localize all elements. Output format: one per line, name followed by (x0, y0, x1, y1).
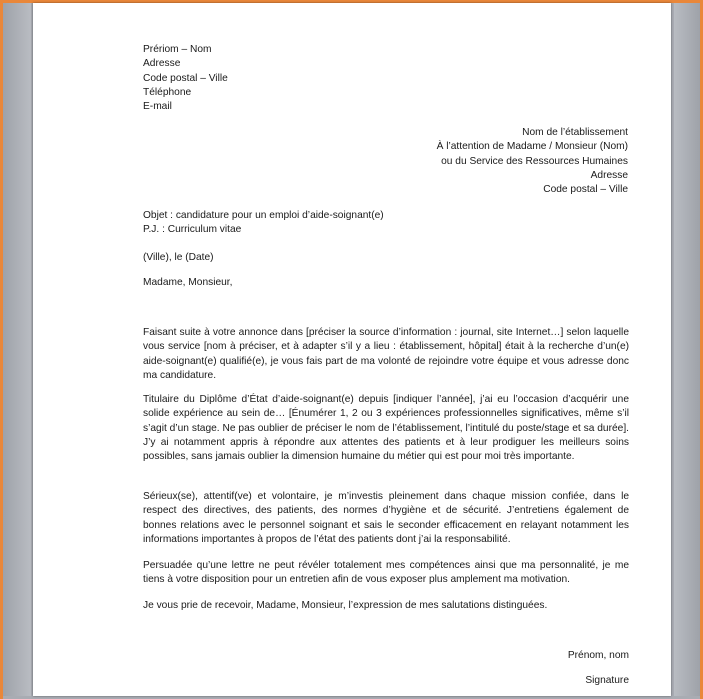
recipient-establishment: Nom de l’établissement (522, 127, 628, 138)
recipient-street: Adresse (590, 169, 628, 181)
left-gutter (3, 3, 31, 696)
paragraph-qualities (143, 490, 629, 547)
recipient-address (323, 126, 628, 197)
sender-city: Code postal – Ville (143, 72, 228, 84)
recipient-city: Code postal – Ville (543, 184, 628, 196)
subject-line: Objet : candidature pour un emploi d’aide-soignant(e) (143, 210, 384, 221)
paragraph-1: Faisant suite à votre annonce dans [préciser la source d’information : journal, site Internet…] selon laquelle vous service [nom à préciser, et à adapter s’il y a lieu : établissement, hôpital] était à la recherche d’un(e) aide-soignant(e) qualifié(e), je vous fais part de ma volonté de rejoindre votre équipe et vous adresse donc ma candidature. (143, 327, 629, 381)
recipient-attention: À l’attention de Madame / Monsieur (Nom) (436, 141, 628, 153)
salutation: Madame, Monsieur, (143, 277, 233, 288)
paragraph-intro (143, 326, 629, 383)
sender-street: Adresse (143, 58, 181, 70)
signature: Signature (585, 675, 629, 686)
paragraph-2: Titulaire du Diplôme d’État d’aide-soignant(e) depuis [indiquer l’année], j’ai eu l’occasion d’acquérir une solide expérience au sein de… [Énumérer 1, 2 ou 3 expériences professionnelles significatives, même s’il s’agit d’un stage. Ne pas oublier de préciser le nom de l’établissement, l’intitulé du poste/stage et sa durée]. J’y ai notamment appris à répondre aux attentes des patients et à leur prodiguer les meilleurs soins possibles, sans jamais oublier la dimension humaine du métier qui est pour moi très importante. (143, 394, 629, 463)
paragraph-availability (143, 559, 629, 588)
paragraph-closing (143, 599, 629, 613)
letter-body (143, 43, 629, 686)
attachment-line: P.J. : Curriculum vitae (143, 224, 242, 236)
sender-email: E-mail (143, 101, 172, 113)
subject-block (143, 209, 629, 238)
document-page[interactable] (33, 3, 671, 696)
signer-name: Prénom, nom (567, 650, 629, 661)
paragraph-5: Je vous prie de recevoir, Madame, Monsieur, l’expression de mes salutations distinguées. (143, 600, 548, 611)
sender-name: Prériom – Nom (143, 44, 212, 55)
paragraph-experience (143, 393, 629, 464)
sender-phone: Téléphone (143, 86, 192, 98)
place-date: (Ville), le (Date) (143, 252, 214, 263)
paragraph-4: Persuadée qu’une lettre ne peut révéler totalement mes compétences ainsi que ma personnalité, je me tiens à votre disposition pour un entretien afin de vous exposer plus amplement ma motivation. (143, 560, 629, 586)
sender-address (143, 43, 629, 114)
paragraph-3: Sérieux(se), attentif(ve) et volontaire, je m’investis pleinement dans chaque mission confiée, dans le respect des directives, des patients, des normes d’hygiène et de sécurité. J’entretiens également de bonnes relations avec le personnel soignant et sais le seconder efficacement en relayant notamment les informations importantes à propos de l’état des patients dont j’ai la responsabilité. (143, 491, 629, 545)
recipient-service: ou du Service des Ressources Humaines (441, 155, 628, 167)
right-gutter (674, 3, 700, 696)
